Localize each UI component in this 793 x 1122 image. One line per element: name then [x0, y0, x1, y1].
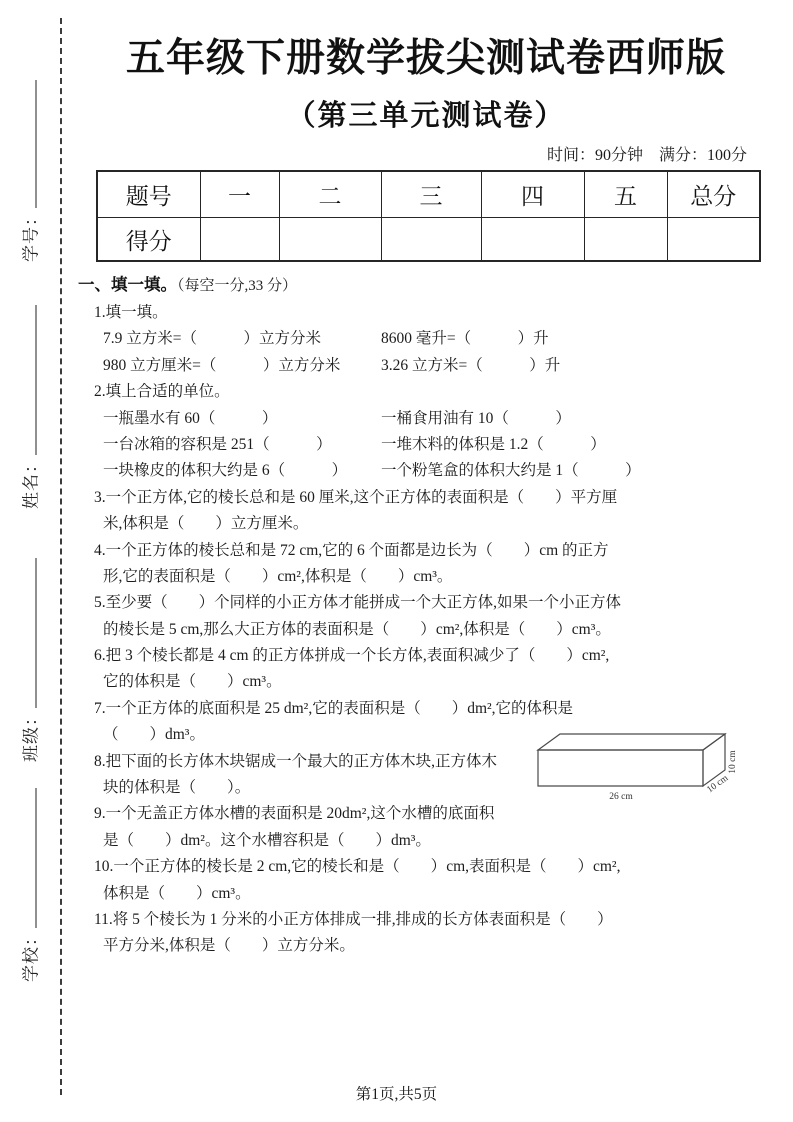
question-line [103, 326, 777, 352]
question-line-col: 一瓶墨水有 60（ ） [103, 409, 278, 427]
cuboid-height-label: 10 cm [728, 750, 738, 774]
question-line: 平方分米,体积是（ ）立方分米。 [103, 937, 355, 955]
page-number-footer: 第1页,共5页 [355, 1086, 438, 1103]
section-heading-note: （每空一分,33 分） [177, 278, 298, 294]
cuboid-diagram [531, 720, 753, 802]
question-line [103, 458, 777, 484]
question-line: 4.一个正方体的棱长总和是 72 cm,它的 6 个面都是边长为（ ）cm 的正方 [94, 541, 609, 559]
score-column-header: 二 [279, 171, 381, 218]
question-line-col: 一个粉笔盒的体积大约是 1（ ） [381, 462, 641, 480]
question-line-col: 一桶食用油有 10（ ） [381, 409, 571, 427]
score-cell-empty [481, 218, 584, 262]
score-cell-empty [381, 218, 481, 262]
student-field-label: 学号： [21, 208, 41, 262]
score-table-corner: 题号 [97, 171, 200, 218]
question-line: 9.一个无盖正方体水槽的表面积是 20dm²,这个水槽的底面积 [94, 805, 495, 823]
section-heading-main: 一、填一填。 [78, 275, 177, 294]
question-line: 3.一个正方体,它的棱长总和是 60 厘米,这个正方体的表面积是（ ）平方厘 [94, 488, 618, 506]
question-line-col: 一台冰箱的容积是 251（ ） [103, 435, 332, 453]
question-line-col: 8600 毫升=（ ）升 [381, 330, 549, 348]
score-column-header: 总分 [667, 171, 760, 218]
student-field-label: 学校： [21, 928, 41, 982]
cuboid-length-label: 26 cm [609, 792, 633, 802]
question-line [103, 353, 777, 379]
student-field-label: 姓名： [21, 455, 41, 509]
student-field-blank [22, 80, 37, 208]
question-line: 米,体积是（ ）立方厘米。 [103, 515, 309, 533]
question-line-col: 3.26 立方米=（ ）升 [381, 356, 561, 374]
question-line: 块的体积是（ ）。 [103, 779, 251, 797]
score-table-score-row [97, 218, 760, 262]
student-field-number [17, 80, 42, 262]
question-line-col: 一堆木料的体积是 1.2（ ） [381, 435, 606, 453]
main-content [75, 0, 777, 960]
question-line-col: 7.9 立方米=（ ）立方分米 [103, 330, 321, 348]
question-lines [75, 300, 777, 960]
student-field-blank [22, 558, 37, 708]
score-cell-empty [200, 218, 279, 262]
binding-dashed-line [60, 18, 62, 1095]
score-cell-empty [667, 218, 760, 262]
student-field-blank [22, 305, 37, 455]
question-line [103, 432, 777, 458]
score-column-header: 四 [481, 171, 584, 218]
score-label-cell: 得分 [97, 218, 200, 262]
student-field-blank [22, 788, 37, 928]
paper-title: 五年级下册数学拔尖测试卷西师版 [125, 37, 726, 80]
question-line: 10.一个正方体的棱长是 2 cm,它的棱长和是（ ）cm,表面积是（ ）cm², [94, 858, 621, 876]
question-line [103, 406, 777, 432]
question-line: 5.至少要（ ）个同样的小正方体才能拼成一个大正方体,如果一个小正方体 [94, 594, 622, 612]
cuboid-svg [531, 720, 753, 802]
paper-subtitle: （第三单元测试卷） [286, 100, 566, 132]
question-line-col: 一块橡皮的体积大约是 6（ ） [103, 462, 348, 480]
student-field-class [17, 558, 42, 762]
question-line: 它的体积是（ ）cm³。 [103, 673, 282, 691]
time-score-info: 时间：90分钟 满分：100分 [546, 147, 747, 164]
section-1-heading [78, 272, 777, 298]
student-field-school [17, 788, 42, 982]
question-line: 是（ ）dm²。这个水槽容积是（ ）dm³。 [103, 831, 431, 849]
score-column-header: 三 [381, 171, 481, 218]
question-line: 1.填一填。 [94, 304, 168, 321]
cuboid-top-face [538, 734, 725, 750]
score-column-header: 一 [200, 171, 279, 218]
question-line: 2.填上合适的单位。 [94, 383, 230, 401]
score-column-header: 五 [584, 171, 667, 218]
student-field-name [17, 305, 42, 509]
question-line-col: 980 立方厘米=（ ）立方分米 [103, 356, 341, 374]
score-table-header-row [97, 171, 760, 218]
question-line: 形,它的表面积是（ ）cm²,体积是（ ）cm³。 [103, 567, 453, 585]
question-line: 体积是（ ）cm³。 [103, 884, 251, 902]
question-line: （ ）dm³。 [103, 726, 205, 744]
question-line: 7.一个正方体的底面积是 25 dm²,它的表面积是（ ）dm²,它的体积是 [94, 699, 574, 717]
question-line: 8.把下面的长方体木块锯成一个最大的正方体木块,正方体木 [94, 752, 498, 770]
score-cell-empty [279, 218, 381, 262]
score-table [96, 170, 761, 262]
question-line: 6.把 3 个棱长都是 4 cm 的正方体拼成一个长方体,表面积减少了（ ）cm², [94, 647, 610, 665]
student-field-label: 班级： [21, 708, 41, 762]
question-line: 11.将 5 个棱长为 1 分米的小正方体排成一排,排成的长方体表面积是（ ） [94, 910, 613, 928]
cuboid-front-face [538, 750, 703, 786]
score-cell-empty [584, 218, 667, 262]
cuboid-depth-label: 10 cm [705, 773, 731, 796]
question-line: 的棱长是 5 cm,那么大正方体的表面积是（ ）cm²,体积是（ ）cm³。 [103, 620, 611, 638]
